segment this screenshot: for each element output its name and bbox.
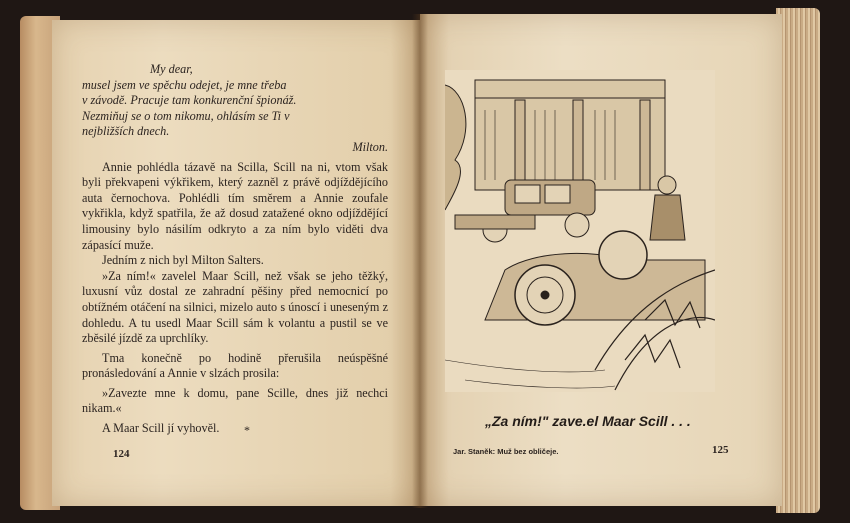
- letter-line: musel jsem ve spěchu odejet, je mne třeba: [82, 77, 287, 92]
- illustration-drawing: [445, 70, 715, 392]
- page-edges-right: [776, 8, 820, 513]
- page-number-left: 124: [113, 448, 130, 460]
- left-page-text: [82, 62, 388, 437]
- paragraph: »Zavezte mne k domu, pane Scille, dnes již nechci nikam.«: [82, 385, 388, 416]
- car-chase-illustration: [445, 70, 715, 392]
- paragraph: »Za ním!« zavelel Maar Scill, než však se jeho těžký, luxusní vůz dostal ze zahradní pěšiny před nemocnicí po obtížném otáčení na silnici, mizelo auto s únoscí i uneseným z dohledu. A tu usedl Maar Scill sám k volantu a pustil se ve zběsilé jízdě za uprchlíky.: [82, 268, 388, 346]
- page-number-right: 125: [712, 444, 729, 456]
- letter-line: nejbližších dnech.: [82, 124, 170, 139]
- letter-salutation: My dear,: [150, 62, 193, 76]
- illustration-caption: „Za ním!" zave.el Maar Scill . . .: [485, 413, 691, 429]
- section-end-mark: *: [244, 423, 250, 437]
- paragraph: A Maar Scill jí vyhověl.: [102, 421, 220, 436]
- book-footer: Jar. Staněk: Muž bez obličeje.: [453, 447, 559, 456]
- letter-line: v závodě. Pracuje tam konkurenční špionáž.: [82, 93, 297, 108]
- paragraph: Annie pohlédla tázavě na Scilla, Scill na ni, vtom však byli překvapeni výkřikem, který zazněl z právě odjíždějícího auta černochova. Pohlédli tím směrem a Annie zoufale vykřikla, když spatřila, že až dosud zatažené okno odjíždějící limousiny bylo násilím odkryto a za ním bylo viděti dva zápasící muže.: [82, 159, 388, 252]
- paragraph: Jedním z nich byl Milton Salters.: [102, 253, 264, 268]
- letter-signature: Milton.: [352, 139, 388, 154]
- book-gutter: [412, 14, 428, 508]
- letter-line: Nezmiňuj se o tom nikomu, ohlásím se Ti v: [82, 108, 290, 123]
- paragraph: Tma konečně po hodině přerušila neúspěšné pronásledování a Annie v slzách prosila:: [82, 350, 388, 381]
